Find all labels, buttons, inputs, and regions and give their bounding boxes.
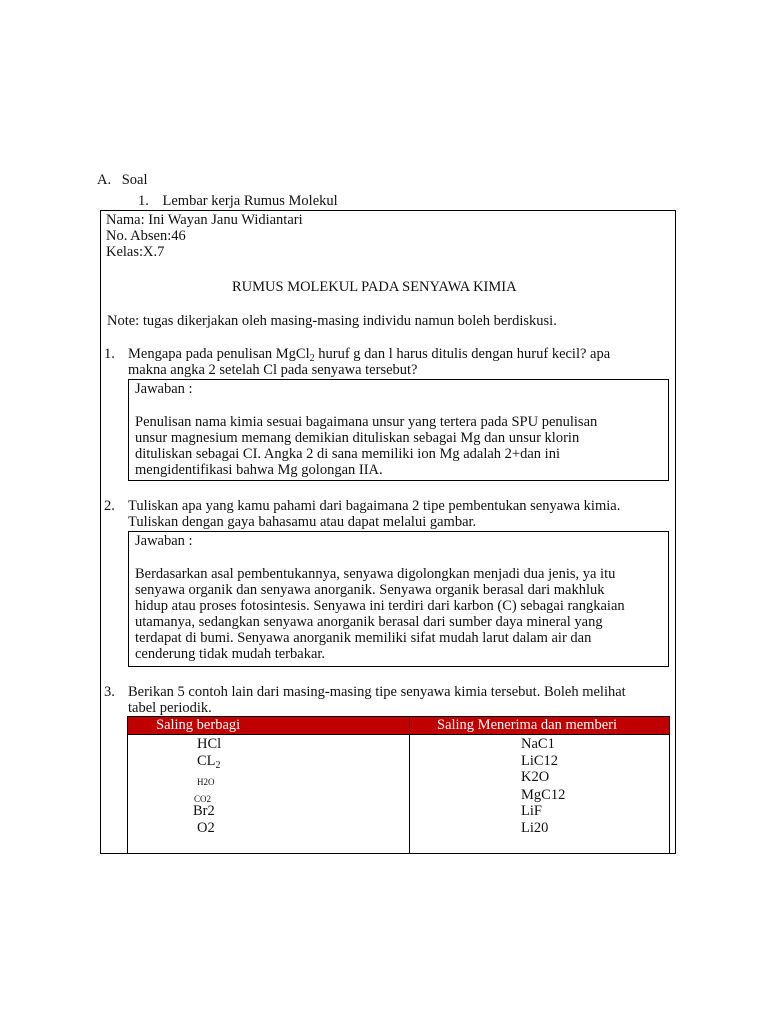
worksheet-note: Note: tugas dikerjakan oleh masing-masing individu namun boleh berdiskusi. — [107, 313, 557, 329]
q1-answer-line: Penulisan nama kimia sesuai bagaimana unsur yang tertera pada SPU penulisan — [135, 414, 598, 430]
q1-line-1-pre: Mengapa pada penulisan MgCl — [128, 346, 310, 362]
q2-answer-line: cenderung tidak mudah terbakar. — [135, 646, 326, 662]
q2-answer-line: utamanya, sedangkan senyawa anorganik berasal dari sumber daya mineral yang — [135, 614, 603, 630]
section-letter: A. — [97, 172, 112, 188]
compound-cell — [197, 753, 221, 769]
q1-answer-box — [128, 379, 669, 481]
compound-cl-main: CL — [197, 753, 216, 769]
q1-answer-text — [135, 414, 597, 478]
compound-cell: CO2 — [194, 794, 212, 804]
subsection-heading — [138, 193, 338, 209]
table-header-sharing: Saling berbagi — [156, 717, 241, 733]
table-right-border — [669, 734, 670, 854]
worksheet-title: RUMUS MOLEKUL PADA SENYAWA KIMIA — [232, 279, 517, 295]
q1-text — [128, 346, 610, 378]
compound-cell: NaC1 — [521, 736, 555, 752]
q3-number: 3. — [104, 684, 115, 700]
subsection-number: 1. — [138, 193, 149, 209]
q1-line-1-subscript: 2 — [309, 353, 315, 364]
q2-answer-box — [128, 531, 669, 667]
section-heading — [97, 172, 148, 188]
subsection-title: Lembar kerja Rumus Molekul — [162, 193, 338, 209]
q2-answer-label: Jawaban : — [135, 533, 193, 549]
q2-answer-text — [135, 566, 625, 662]
q1-number: 1. — [104, 346, 115, 362]
q1-answer-line: mengidentifikasi bahwa Mg golongan IIA. — [135, 462, 383, 478]
q2-answer-line: hidup atau proses fotosintesis. Senyawa ini terdiri dari karbon (C) sebagai rangkaian — [135, 598, 625, 614]
compound-cell: Li20 — [521, 820, 549, 836]
q1-line-2: makna angka 2 setelah Cl pada senyawa tersebut? — [128, 362, 418, 378]
compound-cell: LiC12 — [521, 753, 559, 769]
compound-cell: Br2 — [193, 803, 215, 819]
q1-answer-line: unsur magnesium memang demikian dituliskan sebagai Mg dan unsur klorin — [135, 430, 580, 446]
q1-line-1 — [128, 346, 610, 362]
compound-cell: K2O — [521, 769, 550, 785]
compound-cell: HCl — [197, 736, 222, 752]
student-name: Nama: Ini Wayan Janu Widiantari — [106, 212, 303, 228]
table-left-border — [127, 734, 128, 854]
q1-answer-line: dituliskan sebagai CI. Angka 2 di sana memiliki ion Mg adalah 2+dan ini — [135, 446, 560, 462]
q2-line-2: Tuliskan dengan gaya bahasamu atau dapat melalui gambar. — [128, 514, 477, 530]
q1-line-1-post: huruf g dan l harus ditulis dengan huruf kecil? apa — [314, 346, 611, 362]
student-absen: No. Absen:46 — [106, 228, 186, 244]
identity-block — [106, 212, 303, 260]
q2-line-1: Tuliskan apa yang kamu pahami dari bagaimana 2 tipe pembentukan senyawa kimia. — [128, 498, 621, 514]
q3-text — [128, 684, 626, 716]
compound-cl-subscript: 2 — [215, 760, 221, 771]
q2-answer-line: terdapat di bumi. Senyawa anorganik memiliki sifat mudah larut dalam air dan — [135, 630, 592, 646]
q2-answer-line: Berdasarkan asal pembentukannya, senyawa digolongkan menjadi dua jenis, ya itu — [135, 566, 616, 582]
compound-cell: MgC12 — [521, 787, 566, 803]
q1-answer-label: Jawaban : — [135, 381, 193, 397]
table-column-divider — [409, 716, 410, 854]
q3-line-1: Berikan 5 contoh lain dari masing-masing tipe senyawa kimia tersebut. Boleh melihat — [128, 684, 626, 700]
student-class: Kelas:X.7 — [106, 244, 165, 260]
compound-cell: H2O — [197, 777, 215, 787]
q2-text — [128, 498, 620, 530]
section-title: Soal — [121, 172, 148, 188]
table-header-transfer: Saling Menerima dan memberi — [437, 717, 617, 733]
compound-cell: O2 — [197, 820, 215, 836]
q2-answer-line: senyawa organik dan senyawa anorganik. Senyawa organik berasal dari makhluk — [135, 582, 605, 598]
compound-cell: LiF — [521, 803, 542, 819]
q3-line-2: tabel periodik. — [128, 700, 212, 716]
compound-table — [127, 716, 670, 854]
q2-number: 2. — [104, 498, 115, 514]
